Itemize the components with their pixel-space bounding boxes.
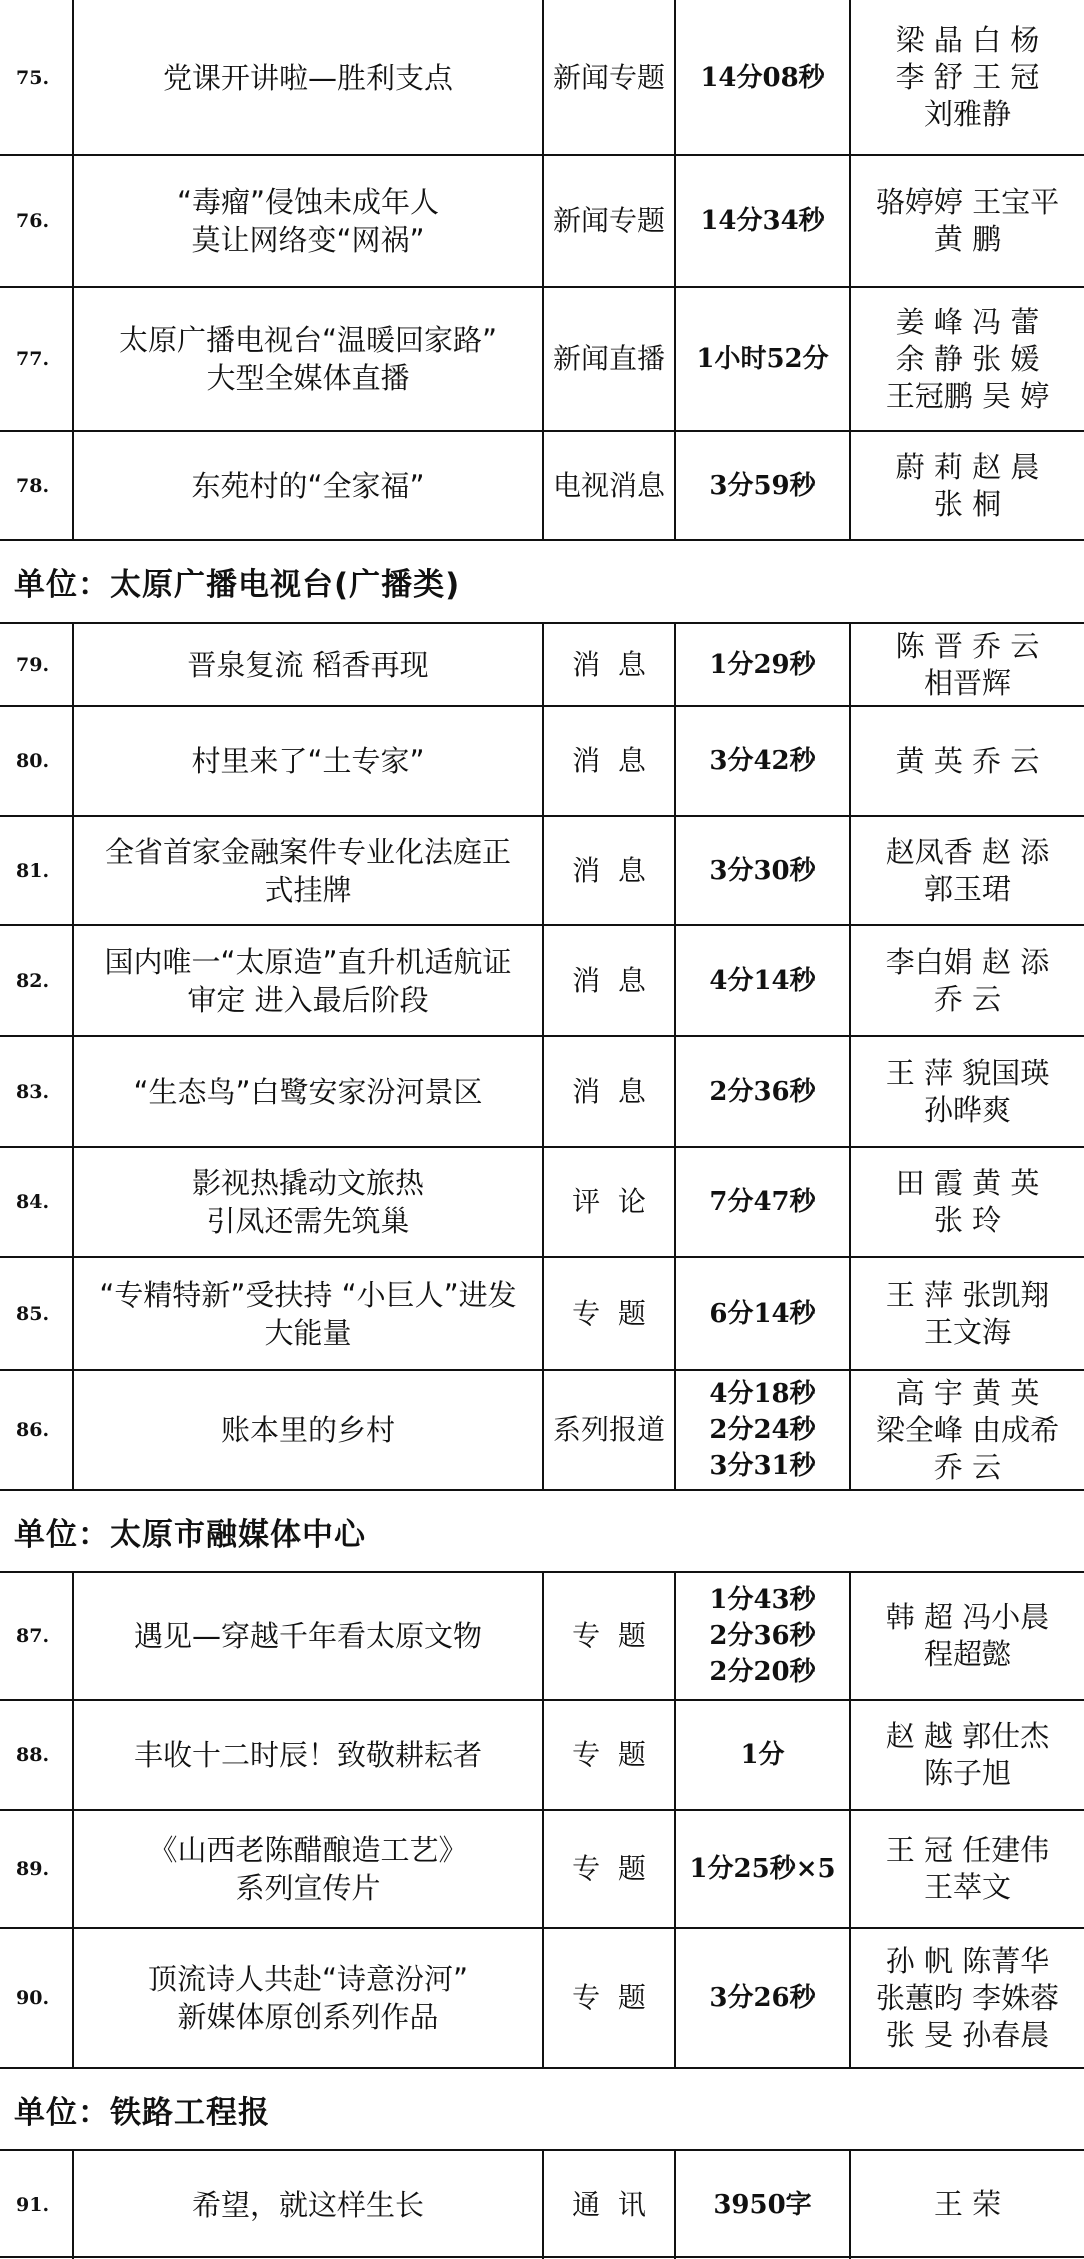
row-divider [0,286,1084,288]
entry-authors-text [886,1599,1049,1673]
entry-number-text: 86. [16,1419,50,1441]
entry-number [0,431,72,540]
entry-authors-text-line: 姜 峰 冯 蕾 [895,304,1040,339]
entry-authors-text-line: 陈子旭 [923,1756,1011,1790]
entry-number [0,287,72,431]
entry-title [72,706,542,816]
entry-authors [849,1036,1084,1147]
entry-title-text-line: 系列宣传片 [235,1871,381,1905]
entry-duration-text-line: 3分26秒 [709,1983,816,2013]
entry-duration-text [709,963,815,999]
entry-title-text-line: 东苑村的“全家福” [191,468,425,503]
entry-duration [674,1810,849,1928]
entry-duration-text-line: 3950字 [713,2189,812,2220]
entry-duration [674,1147,849,1257]
entry-authors [849,816,1084,925]
entry-authors-text-line: 相晋辉 [923,665,1011,700]
table-row [0,623,1084,706]
entry-duration-text-line: 3分30秒 [709,855,816,886]
row-divider [0,2256,1084,2258]
entry-title-text [192,2186,424,2224]
row-divider [0,539,1084,541]
entry-duration-text-line: 2分36秒 [709,1621,816,1651]
entry-title-text [119,321,497,397]
entry-category [542,0,674,155]
entry-title [72,1572,542,1700]
unit-header: 单位：太原市融媒体中心 [14,1516,366,1553]
row-divider [0,705,1084,707]
entry-authors [849,431,1084,540]
entry-duration-text [709,647,815,683]
entry-category-text: 专 题 [572,1981,646,2014]
entry-authors [849,1147,1084,1257]
entry-authors-text-line: 李 舒 王 冠 [895,60,1040,94]
entry-title-text [133,1073,482,1111]
entry-category-text: 专 题 [572,1619,646,1652]
entry-authors-text-line: 王冠鹏 吴 婷 [885,378,1050,413]
table-row [0,1928,1084,2068]
table-row [0,816,1084,925]
entry-duration [674,816,849,925]
entry-authors-text-line: 程超懿 [923,1637,1011,1671]
entry-duration-text-line: 14分34秒 [700,206,825,236]
unit-header: 单位：铁路工程报 [14,2094,270,2131]
entry-category [542,1572,674,1700]
entry-title [72,287,542,431]
entry-authors-text-line: 王萃文 [923,1870,1011,1904]
entry-authors [849,1700,1084,1810]
table-row [0,155,1084,287]
entry-duration-text [700,203,824,239]
entry-number [0,925,72,1036]
entry-authors-text [886,834,1049,908]
entry-duration-text [709,468,815,504]
table-row [0,1257,1084,1370]
entry-duration-text [696,341,828,377]
entry-duration-text-line: 14分08秒 [700,62,825,93]
row-divider [0,622,1084,624]
row-divider [0,430,1084,432]
entry-duration-text [709,1296,815,1332]
entry-duration-text-line: 1分29秒 [709,649,816,680]
entry-category [542,623,674,706]
entry-number [0,623,72,706]
row-divider [0,815,1084,817]
entry-category [542,1928,674,2068]
entry-authors-text-line: 张 旻 孙春晨 [885,2017,1050,2052]
entry-category-text: 专 题 [572,1852,646,1885]
row-divider [0,1369,1084,1371]
entry-title [72,1257,542,1370]
entry-title-text-line: 村里来了“土专家” [191,744,425,778]
entry-title-text-line: 全省首家金融案件专业化法庭正 [104,834,511,869]
entry-authors [849,1257,1084,1370]
entry-category-text: 消 息 [572,744,646,777]
entry-authors-text-line: 王 萍 张凯翔 [885,1277,1050,1312]
entry-authors [849,0,1084,155]
entry-authors-text-line: 乔 云 [933,981,1002,1016]
entry-number-text: 84. [16,1191,50,1213]
entry-authors-text [886,944,1049,1018]
row-divider [0,1146,1084,1148]
entry-category [542,1700,674,1810]
entry-duration-text-line: 4分14秒 [709,965,816,996]
entry-category [542,1036,674,1147]
entry-number [0,1147,72,1257]
entry-number [0,155,72,287]
entry-title-text-line: “毒瘤”侵蚀未成年人 [176,185,440,219]
entry-number [0,1928,72,2068]
entry-duration-text [709,1074,815,1110]
entry-authors-text [886,1718,1049,1792]
row-divider [0,1256,1084,1258]
entry-duration-text-line: 1分43秒 [709,1585,816,1615]
row-divider [0,1927,1084,1929]
entry-authors-text-line: 李白娟 赵 添 [885,944,1050,979]
entry-duration-text-line: 2分20秒 [709,1657,816,1687]
entry-authors-text-line: 孙晔爽 [923,1092,1011,1127]
entry-title-text [221,1411,395,1449]
entry-duration-text-line: 1小时52分 [696,344,829,374]
table-row [0,431,1084,540]
entry-duration [674,1370,849,1490]
entry-category [542,155,674,287]
table-row [0,925,1084,1036]
entry-title-text-line: 影视热撬动文旅热 [191,1166,424,1200]
entry-number-text: 79. [16,653,50,676]
entry-authors [849,1810,1084,1928]
entry-duration-text-line: 3分42秒 [709,746,816,776]
entry-title [72,1810,542,1928]
entry-category-text: 新闻专题 [552,60,665,94]
entry-authors [849,623,1084,706]
entry-authors-text [886,1055,1049,1129]
entry-duration [674,706,849,816]
entry-category [542,1810,674,1928]
entry-duration-text [709,1376,815,1484]
entry-title-text-line: 希望，就这样生长 [191,2187,424,2222]
entry-title-text [177,183,439,259]
entry-authors-text-line: 刘雅静 [923,97,1011,131]
row-divider [0,1035,1084,1037]
entry-category-text: 专 题 [572,1296,646,1330]
entry-authors-text-line: 张 玲 [933,1203,1002,1237]
entry-duration [674,287,849,431]
entry-authors-text-line: 王 萍 貌国瑛 [885,1055,1050,1090]
entry-title-text [134,1736,482,1774]
row-divider [0,1699,1084,1701]
entry-authors-text [876,184,1059,258]
entry-number-text: 76. [16,210,50,232]
entry-title-text [99,1276,516,1352]
entry-duration [674,1700,849,1810]
entry-title-text-line: 国内唯一“太原造”直升机适航证 [104,944,512,979]
entry-category-text: 专 题 [572,1738,646,1771]
entry-title [72,816,542,925]
entry-category [542,287,674,431]
entry-duration [674,431,849,540]
entry-title-text [163,59,453,97]
entry-title [72,1036,542,1147]
entry-category-text: 消 息 [572,647,646,681]
table-row [0,1370,1084,1490]
entry-number-text: 90. [16,1987,50,2009]
entry-number [0,1370,72,1490]
entry-authors-text-line: 孙 帆 陈菁华 [885,1943,1050,1978]
entry-authors-text [886,1277,1049,1351]
entry-title [72,431,542,540]
entry-authors-text-line: 王文海 [923,1314,1011,1349]
entry-title-text [105,833,511,909]
entry-duration-text [713,2187,811,2223]
entry-number-text: 81. [16,859,50,882]
entry-authors [849,925,1084,1036]
entry-duration [674,1257,849,1370]
row-divider [0,154,1084,156]
entry-number-text: 85. [16,1302,50,1325]
entry-authors-text-line: 王 冠 任建伟 [885,1833,1050,1867]
entry-title-text-line: 大型全媒体直播 [206,361,410,395]
entry-title-text-line: 式挂牌 [264,872,352,907]
entry-number [0,1257,72,1370]
entry-authors-text-line: 黄 英 乔 云 [895,743,1040,778]
entry-duration-text [689,1851,835,1887]
entry-title-text-line: 新媒体原创系列作品 [177,2000,439,2034]
entry-authors-text-line: 梁全峰 由成希 [875,1412,1060,1447]
entry-authors-text-line: 韩 超 冯小晨 [885,1600,1050,1634]
entry-title-text-line: 晋泉复流 稻香再现 [187,647,429,682]
entry-category [542,431,674,540]
entry-category-text: 通 讯 [572,2187,646,2221]
entry-category-text: 消 息 [572,1074,646,1108]
entry-duration-text [709,1582,815,1690]
entry-authors-text-line: 赵凤香 赵 添 [885,834,1050,869]
entry-authors [849,706,1084,816]
entry-title-text [134,1617,482,1655]
entry-title [72,1700,542,1810]
entry-authors-text [896,449,1040,523]
table-row [0,287,1084,431]
entry-duration-text [740,1737,784,1773]
table-row [0,1036,1084,1147]
entry-title-text-line: 账本里的乡村 [220,1413,395,1447]
entry-title-text-line: 遇见—穿越千年看太原文物 [133,1619,482,1653]
entry-title-text [191,467,424,505]
entry-duration [674,1036,849,1147]
entry-title-text-line: 丰收十二时辰！致敬耕耘者 [133,1738,482,1772]
entry-authors-text [896,1165,1040,1239]
entry-category-text: 消 息 [572,963,646,997]
entry-duration [674,2150,849,2259]
entry-authors-text [876,1375,1059,1486]
entry-number [0,816,72,925]
entry-number [0,1572,72,1700]
entry-authors-text [896,22,1040,133]
entry-authors-text [934,2186,1001,2223]
entry-title-text-line: 审定 进入最后阶段 [187,982,429,1017]
entry-authors-text [876,1943,1059,2054]
row-divider [0,2067,1084,2069]
entry-duration [674,155,849,287]
entry-title-text-line: 《山西老陈醋酿造工艺》 [148,1833,468,1867]
entry-title [72,1370,542,1490]
entry-title-text-line: “专精特新”受扶持 “小巨人”进发 [99,1277,517,1312]
entry-duration [674,623,849,706]
table-row [0,2150,1084,2259]
entry-category-text: 新闻专题 [552,204,665,237]
entry-number-text: 87. [16,1625,50,1647]
entry-duration-text-line: 4分18秒 [709,1379,816,1409]
entry-category [542,1147,674,1257]
entry-number [0,706,72,816]
entry-authors [849,1928,1084,2068]
entry-duration-text [709,853,815,889]
entry-title-text-line: 引凤还需先筑巢 [206,1204,410,1238]
entry-authors-text [886,1832,1049,1906]
entry-duration [674,1928,849,2068]
entry-title-text-line: 党课开讲啦—胜利支点 [162,60,453,95]
entry-duration-text [700,60,824,96]
entry-authors [849,1370,1084,1490]
entry-authors-text-line: 陈 晋 乔 云 [895,628,1040,663]
entry-authors [849,155,1084,287]
entry-title-text-line: 大能量 [264,1315,352,1350]
entry-authors-text-line: 梁 晶 白 杨 [895,23,1040,57]
entry-authors-text-line: 蔚 莉 赵 晨 [895,449,1040,484]
entry-title-text-line: 顶流诗人共赴“诗意汾河” [147,1962,469,1996]
table-row [0,0,1084,155]
entry-category-text: 评 论 [572,1185,646,1218]
row-divider [0,2149,1084,2151]
unit-header: 单位：太原广播电视台(广播类) [14,567,461,603]
entry-duration-text-line: 2分36秒 [709,1076,816,1107]
entry-duration-text-line: 7分47秒 [709,1187,816,1217]
entry-duration-text-line: 3分31秒 [709,1451,816,1481]
entry-number-text: 75. [16,66,50,89]
entry-authors-text-line: 余 静 张 媛 [895,341,1040,376]
entry-authors-text-line: 郭玉珺 [923,871,1011,906]
entry-authors-text-line: 骆婷婷 王宝平 [875,185,1060,219]
entry-duration [674,1572,849,1700]
entry-category [542,706,674,816]
entry-authors-text-line: 田 霞 黄 英 [895,1166,1040,1200]
entry-authors-text-line: 王 荣 [933,2187,1002,2221]
entry-title [72,0,542,155]
entry-title [72,155,542,287]
table-row [0,1147,1084,1257]
row-divider [0,1809,1084,1811]
entry-duration-text [709,1980,815,2016]
entry-title [72,623,542,706]
entry-authors [849,2150,1084,2259]
entry-number [0,2150,72,2259]
entry-number-text: 78. [16,474,50,497]
entry-authors-text-line: 黄 鹏 [933,222,1002,256]
entry-category-text: 新闻直播 [552,342,665,375]
entry-duration-text-line: 1分25秒×5 [689,1854,836,1884]
entry-duration-text [709,743,815,779]
entry-category [542,925,674,1036]
entry-number-text: 91. [16,2193,50,2216]
entry-title-text-line: 太原广播电视台“温暖回家路” [118,323,498,357]
entry-duration-text-line: 2分24秒 [709,1415,816,1445]
row-divider [0,924,1084,926]
entry-title-text [148,1831,467,1907]
entry-title-text [187,646,428,684]
entry-title [72,1928,542,2068]
entry-category-text: 电视消息 [552,468,665,502]
entry-category-text: 系列报道 [552,1413,665,1446]
entry-title-text [148,1960,468,2036]
entry-duration-text-line: 6分14秒 [709,1298,816,1329]
table-row [0,1572,1084,1700]
entry-duration [674,0,849,155]
entry-duration-text-line: 3分59秒 [709,470,816,501]
entry-number-text: 88. [16,1744,50,1766]
entry-authors-text [896,628,1040,702]
table-row [0,1700,1084,1810]
entry-category [542,816,674,925]
entry-authors-text-line: 赵 越 郭仕杰 [885,1719,1050,1753]
entry-number-text: 83. [16,1080,50,1103]
entry-title [72,2150,542,2259]
entry-category [542,1370,674,1490]
entry-title-text [104,943,511,1019]
entry-title-text-line: “生态鸟”白鹭安家汾河景区 [133,1074,483,1109]
entry-number [0,0,72,155]
entry-title [72,1147,542,1257]
entry-duration [674,925,849,1036]
entry-authors [849,287,1084,431]
row-divider [0,1489,1084,1491]
entry-number [0,1036,72,1147]
entry-authors-text [886,304,1049,415]
entry-number-text: 82. [16,969,50,992]
entry-category-text: 消 息 [572,853,646,887]
table-row [0,706,1084,816]
entry-category [542,1257,674,1370]
table-row [0,1810,1084,1928]
entry-authors-text-line: 高 宇 黄 英 [895,1375,1040,1410]
entry-duration-text-line: 1分 [740,1740,785,1770]
entry-duration-text [709,1184,815,1220]
entry-title-text-line: 莫让网络变“网祸” [191,223,425,257]
entry-number [0,1810,72,1928]
entry-authors [849,1572,1084,1700]
entry-authors-text [896,743,1040,780]
entry-number [0,1700,72,1810]
entry-authors-text-line: 张蕙昀 李姝蓉 [875,1980,1060,2015]
entry-title-text [192,1164,424,1240]
entry-title [72,925,542,1036]
entry-title-text [191,742,424,780]
entry-authors-text-line: 张 桐 [933,486,1002,521]
entry-number-text: 77. [16,348,50,370]
entry-authors-text-line: 乔 云 [933,1449,1002,1484]
row-divider [0,1571,1084,1573]
entry-number-text: 80. [16,750,50,772]
entry-number-text: 89. [16,1858,50,1880]
entry-category [542,2150,674,2259]
